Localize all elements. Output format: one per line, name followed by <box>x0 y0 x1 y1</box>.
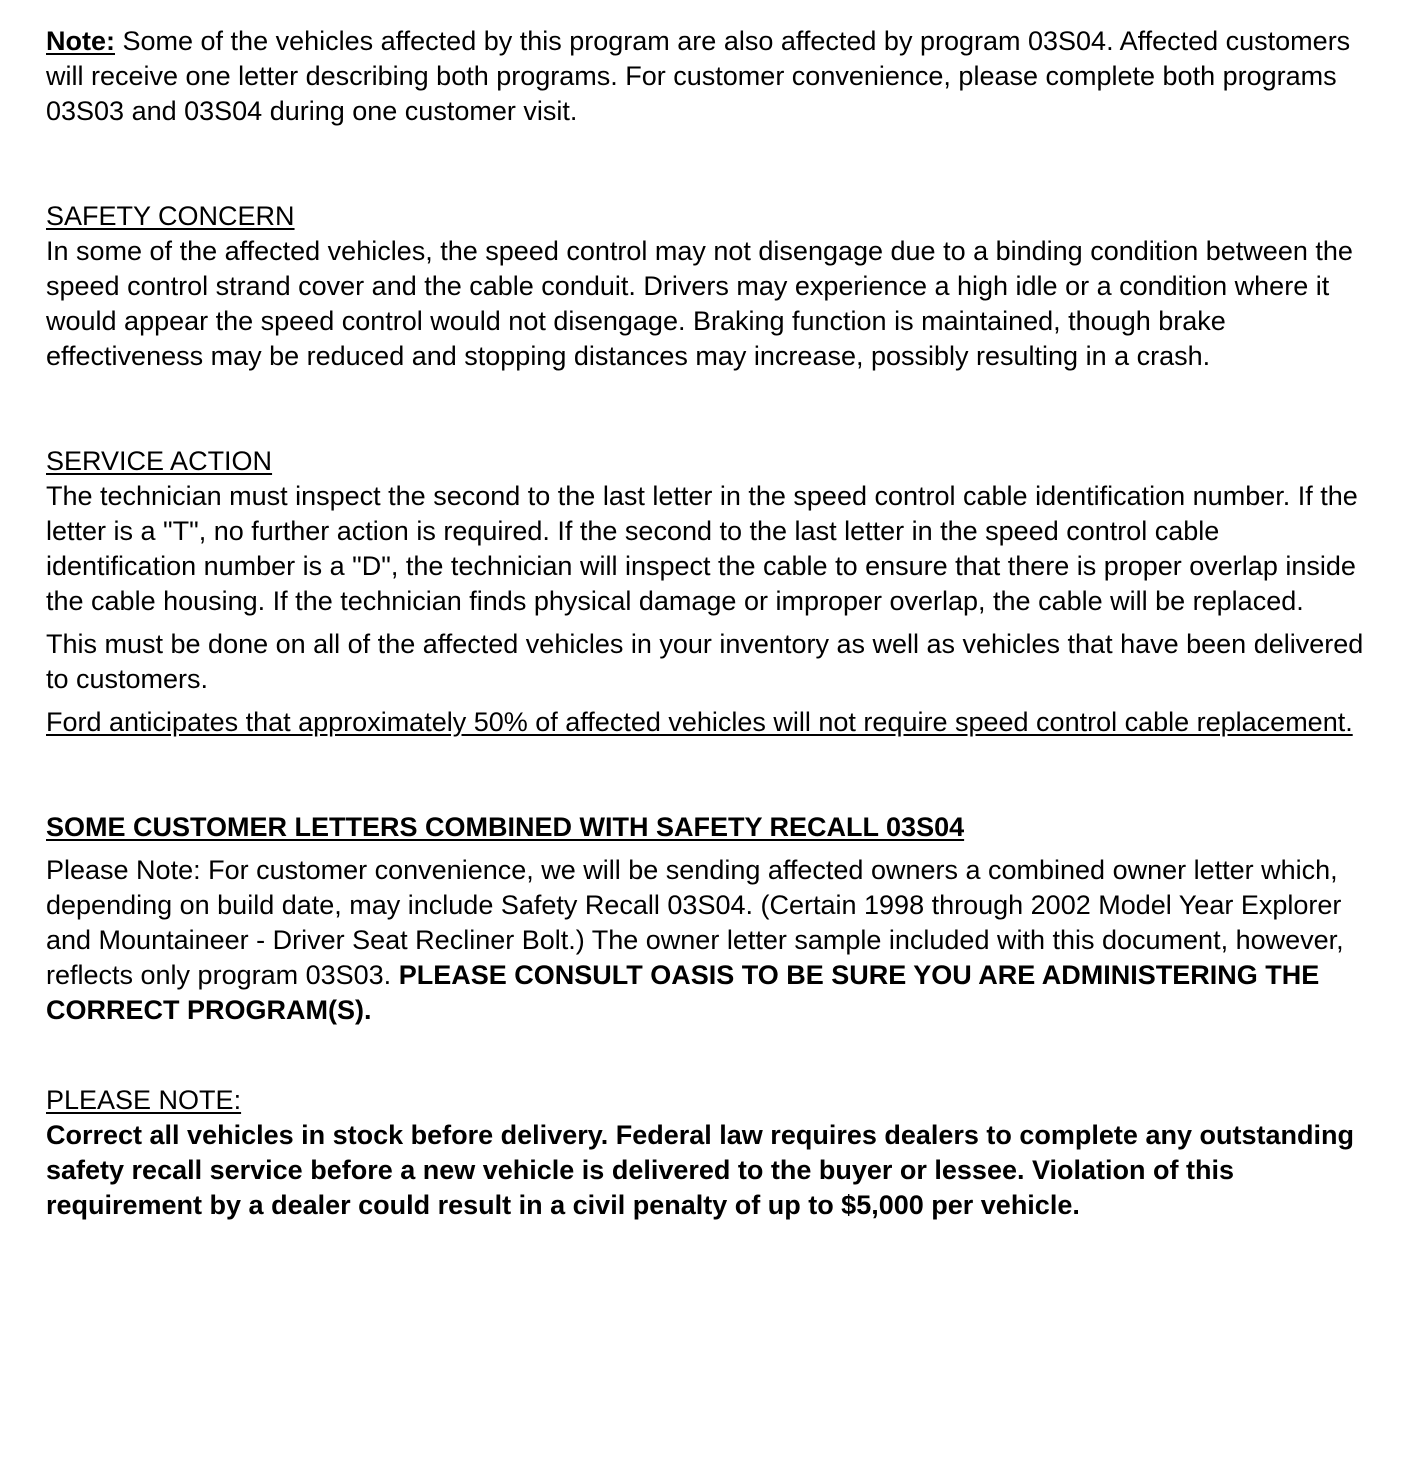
service-action-paragraph-3: Ford anticipates that approximately 50% of affected vehicles will not require speed control cable replacement. <box>46 707 1353 737</box>
note-paragraph <box>46 24 1376 129</box>
safety-concern-heading: SAFETY CONCERN <box>46 201 295 231</box>
please-note-heading: PLEASE NOTE: <box>46 1085 242 1115</box>
service-action-section <box>46 444 1376 740</box>
combined-letters-body: Please Note: For customer convenience, we will be sending affected owners a combined owner letter which, depending on build date, may include Safety Recall 03S04. (Certain 1998 through 2002 Model Year Explorer and Mountaineer - Driver Seat Recliner Bolt.) The owner letter sample included with this document, however, reflects only program 03S03. <box>46 855 1344 990</box>
safety-concern-body: In some of the affected vehicles, the speed control may not disengage due to a binding condition between the speed control strand cover and the cable conduit. Drivers may experience a high idle or a condition where it would appear the speed control would not disengage. Braking function is maintained, though brake effectiveness may be reduced and stopping distances may increase, possibly resulting in a crash. <box>46 236 1353 371</box>
combined-letters-body-paragraph <box>46 853 1376 1028</box>
note-label: Note: <box>46 26 115 56</box>
combined-letters-section <box>46 810 1376 1028</box>
please-note-section <box>46 1083 1376 1223</box>
note-text: Some of the vehicles affected by this program are also affected by program 03S04. Affected customers will receive one letter describing both programs. For customer convenience, please complete both programs 03S03 and 03S04 during one customer visit. <box>46 26 1351 126</box>
please-note-body: Correct all vehicles in stock before delivery. Federal law requires dealers to complete any outstanding safety recall service before a new vehicle is delivered to the buyer or lessee. Violation of this requirement by a dealer could result in a civil penalty of up to $5,000 per vehicle. <box>46 1120 1354 1220</box>
service-action-paragraph-2: This must be done on all of the affected vehicles in your inventory as well as vehicles that have been delivered to customers. <box>46 629 1364 694</box>
service-action-paragraph-1: The technician must inspect the second to the last letter in the speed control cable identification number. If the letter is a "T", no further action is required. If the second to the last letter in the speed control cable identification number is a "D", the technician will inspect the cable to ensure that there is proper overlap inside the cable housing. If the technician finds physical damage or improper overlap, the cable will be replaced. <box>46 481 1358 616</box>
service-action-heading: SERVICE ACTION <box>46 446 273 476</box>
document-page <box>46 24 1376 1223</box>
combined-letters-heading: SOME CUSTOMER LETTERS COMBINED WITH SAFETY RECALL 03S04 <box>46 812 965 842</box>
combined-letters-bold-text: PLEASE CONSULT OASIS TO BE SURE YOU ARE ADMINISTERING THE CORRECT PROGRAM(S). <box>46 960 1320 1025</box>
safety-concern-section <box>46 199 1376 374</box>
